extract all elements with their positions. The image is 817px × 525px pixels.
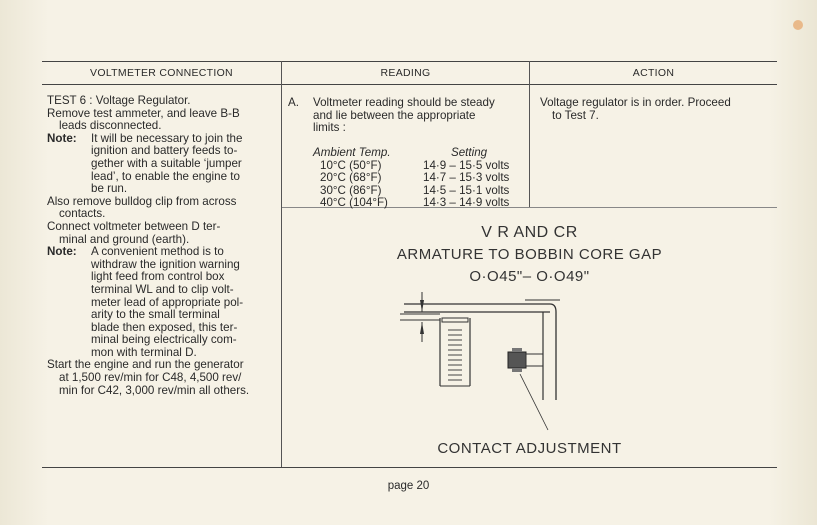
note-1-line: ignition and battery feeds to- <box>91 144 238 158</box>
header-voltmeter-connection: VOLTMETER CONNECTION <box>90 67 233 79</box>
note-1-line: gether with a suitable ‘jumper <box>91 156 242 170</box>
temp-cell: 40°C (104°F) <box>320 196 388 210</box>
regulator-diagram <box>400 290 600 440</box>
note-2-line: terminal WL and to clip volt- <box>91 282 234 296</box>
page-number: page 20 <box>387 480 430 492</box>
note-1-label: Note: <box>47 131 77 145</box>
paper-mark <box>793 20 803 30</box>
reading-line: and lie between the appropriate <box>313 108 476 122</box>
para-2b: contacts. <box>59 207 106 221</box>
action-line-1: Voltage regulator is in order. Proceed <box>540 96 731 109</box>
reading-marker: A. <box>288 96 299 109</box>
note-1 <box>47 133 279 196</box>
header-action: ACTION <box>632 67 675 79</box>
para-4-line: Start the engine and run the generator <box>47 358 244 372</box>
diagram-gap-value: O·O45"– O·O49" <box>469 268 590 285</box>
setting-cell: 14·9 – 15·5 volts <box>423 158 510 172</box>
note-2-line: A convenient method is to <box>91 245 224 259</box>
reading-text <box>288 97 526 135</box>
diagram-title-gap: ARMATURE TO BOBBIN CORE GAP <box>396 246 663 263</box>
para-4-line: at 1,500 rev/min for C48, 4,500 rev/ <box>59 371 242 385</box>
header-reading: READING <box>380 67 431 79</box>
note-2-line: light feed from control box <box>91 270 225 284</box>
reading-line: limits : <box>313 121 346 135</box>
note-2 <box>47 246 279 359</box>
col-divider-1 <box>281 61 282 467</box>
para-1b: leads disconnected. <box>59 119 162 133</box>
settings-row <box>313 172 551 185</box>
note-1-line: It will be necessary to join the <box>91 131 243 145</box>
action-text <box>540 97 775 122</box>
voltmeter-connection-text <box>47 95 279 397</box>
para-3a: Connect voltmeter between D ter- <box>47 219 221 233</box>
test-title: TEST 6 : Voltage Regulator. <box>47 94 191 107</box>
note-2-line: mon with terminal D. <box>91 345 197 359</box>
header-rule <box>42 84 777 85</box>
note-2-line: arity to the small terminal <box>91 308 220 322</box>
diagram-caption: CONTACT ADJUSTMENT <box>437 440 622 457</box>
col-ambient-temp: Ambient Temp. <box>313 146 391 159</box>
action-line-2: to Test 7. <box>552 108 599 122</box>
temp-cell: 30°C (86°F) <box>320 183 382 197</box>
settings-header-row <box>313 147 551 160</box>
para-4-line: min for C42, 3,000 rev/min all others. <box>59 383 250 397</box>
note-2-line: withdraw the ignition warning <box>91 257 240 271</box>
col-setting: Setting <box>451 146 488 159</box>
note-2-label: Note: <box>47 245 77 259</box>
note-1-line: be run. <box>91 182 128 196</box>
diagram-title-vr-cr: V R AND CR <box>481 224 578 241</box>
note-2-line: meter lead of appropriate pol- <box>91 295 244 309</box>
setting-cell: 14·3 – 14·9 volts <box>423 196 510 210</box>
temp-cell: 10°C (50°F) <box>320 158 382 172</box>
note-2-line: minal being electrically com- <box>91 333 237 347</box>
setting-cell: 14·7 – 15·3 volts <box>423 171 510 185</box>
para-3b: minal and ground (earth). <box>59 232 190 246</box>
settings-row <box>313 197 551 210</box>
settings-table <box>313 147 551 210</box>
note-1-line: lead’, to enable the engine to <box>91 169 240 183</box>
para-1a: Remove test ammeter, and leave B-B <box>47 106 240 120</box>
note-2-line: blade then exposed, this ter- <box>91 320 238 334</box>
temp-cell: 20°C (68°F) <box>320 171 382 185</box>
para-2a: Also remove bulldog clip from across <box>47 194 237 208</box>
reading-line: Voltmeter reading should be steady <box>313 96 495 109</box>
setting-cell: 14·5 – 15·1 volts <box>423 183 510 197</box>
top-rule <box>42 61 777 62</box>
bottom-rule <box>42 467 777 468</box>
